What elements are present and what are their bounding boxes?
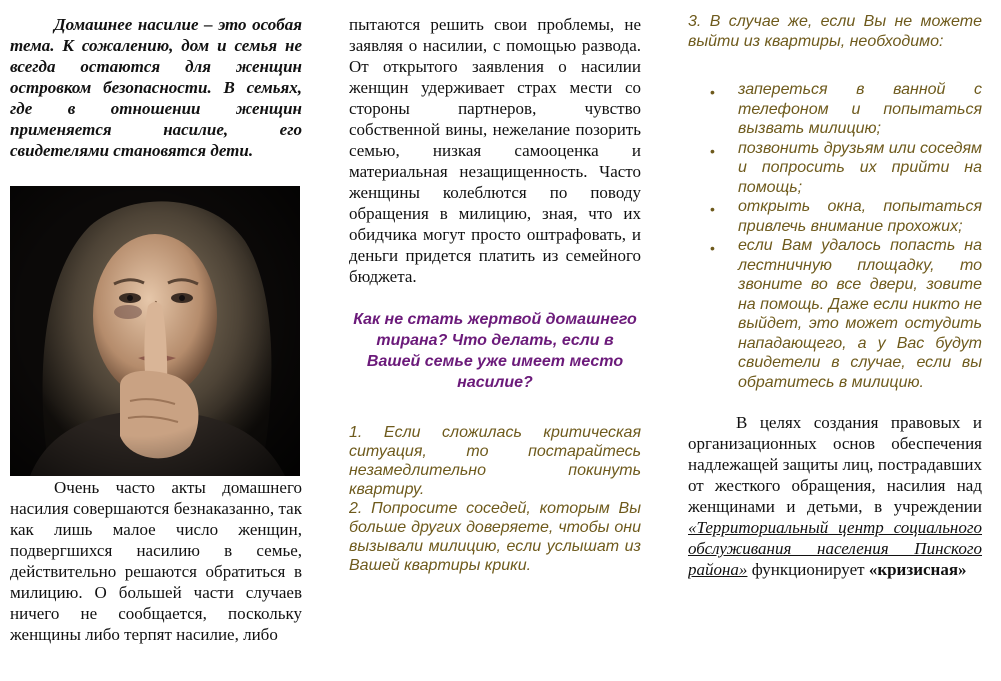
step-2: 2. Попросите соседей, которым Вы больше других доверяете, чтобы они вызывали милицию, если услышат из Вашей квартиры крики.	[349, 500, 641, 574]
woman-finger-on-lips-photo-icon	[10, 186, 300, 476]
intro-text: Домашнее насилие – это особая тема. К сожалению, дом и семья не всегда остаются для женщин островком безопасности. В семьях, где в отношении женщин применяется насилие, его свидетелями становятся дети.	[10, 15, 302, 160]
bullet-icon: •	[710, 142, 715, 159]
intro-body-text: Очень часто акты домашнего насилия совершаются безнаказанно, так как лишь малое число женщин, подвергшихся насилию в семье, действительно решаются обратиться в милицию. О большей части случаев ничего не сообщается, поскольку женщины либо терпят насилие, либо	[10, 478, 302, 644]
steps-list	[349, 423, 641, 575]
bullet-icon: •	[710, 201, 715, 217]
list-item: • открыть окна, попытаться привлечь внимание прохожих;	[710, 198, 982, 235]
crisis-label: «кризисная»	[868, 560, 967, 579]
bullet-icon: •	[710, 240, 715, 256]
step-3: 3. В случае же, если Вы не можете выйти из квартиры, необходимо:	[688, 13, 982, 50]
section-heading: Как не стать жертвой домашнего тирана? Что делать, если в Вашей семье уже имеет место насилие?	[353, 311, 637, 391]
bullet-icon: •	[710, 84, 715, 100]
list-item: • запереться в ванной с телефоном и попытаться вызвать милицию;	[710, 81, 982, 137]
column-1	[10, 0, 302, 681]
list-item: • позвонить друзьям или соседям и попросить их прийти на помощь;	[710, 139, 982, 196]
column-3	[688, 0, 982, 681]
woman-photo	[10, 186, 300, 476]
actions-list	[688, 80, 982, 392]
step-1: 1. Если сложилась критическая ситуация, то постарайтесь незамедлительно покинуть квартиру.	[349, 424, 641, 498]
continuation-text: пытаются решить свои проблемы, не заявляя о насилии, с помощью развода. От открытого заявления о насилии женщин удерживает страх мести со стороны партнеров, чувство собственной вины, нежелание позорить семью, низкая самооценка и материальная незащищенность. Часто женщины колеблются по поводу обращения в милицию, зная, что их обидчика могут просто оштрафовать, и деньги придется платить из семейного бюджета.	[349, 15, 641, 286]
list-item: • если Вам удалось попасть на лестничную площадку, то звоните во все двери, зовите на помощь. Даже если никто не выйдет, это может остудить нападающего, а у Вас будут свидетели в случае, если вы обратитесь в милицию.	[710, 237, 982, 391]
organization-name: «Территориальный центр социального обслуживания населения Пинского района»	[688, 518, 982, 579]
center-info-text: В целях создания правовых и организационных основ обеспечения надлежащей защиты лиц, пострадавших от жесткого обращения, насилия над женщинами и детьми, в учреждении «Территориальный центр социального обслуживания населения Пинского района» функционирует «кризисная»	[688, 413, 982, 579]
column-2	[349, 0, 641, 681]
